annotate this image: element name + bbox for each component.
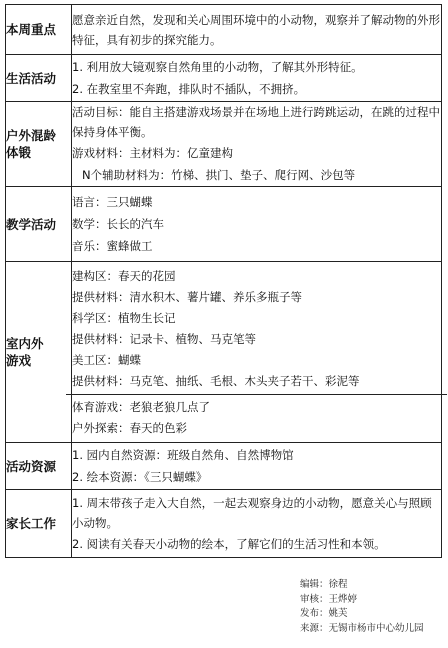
credit-publisher: 发布：姚芙 <box>300 608 348 619</box>
content-line: 建构区：春天的花园 <box>72 268 176 283</box>
credit-editor: 编辑：徐程 <box>300 579 348 590</box>
content-line: 户外探索：春天的色彩 <box>72 420 187 435</box>
row-teaching <box>6 187 442 262</box>
row-content-resources <box>72 443 442 490</box>
row-label-teaching: 教学活动 <box>6 187 72 262</box>
content-line: 2. 绘本资源：《三只蝴蝶》 <box>72 470 208 484</box>
weekly-plan-table <box>5 4 442 558</box>
row-label-parents: 家长工作 <box>6 490 72 558</box>
credit-reviewer: 审核：王烨婷 <box>300 593 358 605</box>
row-label-indoor-line2: 游戏 <box>6 353 32 368</box>
row-indoor <box>6 262 442 443</box>
content-line: N个辅助材料为：竹梯、拱门、垫子、爬行网、沙包等 <box>82 168 356 182</box>
row-outdoor <box>6 102 442 187</box>
content-line: 1. 周末带孩子走入大自然，一起去观察身边的小动物，愿意关心与照顾小动物。 <box>72 495 432 530</box>
row-label-focus: 本周重点 <box>6 5 72 55</box>
row-resources <box>6 443 442 490</box>
row-label-indoor <box>6 262 72 443</box>
row-label-outdoor-line2: 体锻 <box>6 145 32 160</box>
row-life <box>6 55 442 102</box>
credit-source: 来源：无锡市杨市中心幼儿园 <box>300 622 424 634</box>
indoor-sub-section <box>66 394 447 439</box>
row-content-parents <box>72 490 442 558</box>
content-line: 2. 在教室里不奔跑，排队时不插队，不拥挤。 <box>72 82 306 96</box>
row-parents <box>6 490 442 558</box>
row-focus <box>6 5 442 55</box>
row-content-life <box>72 55 442 102</box>
content-line: 美工区：蝴蝶 <box>72 352 141 367</box>
row-label-outdoor <box>6 102 72 187</box>
content-line: 提供材料：记录卡、植物、马克笔等 <box>72 331 256 346</box>
content-line: 2. 阅读有关春天小动物的绘本，了解它们的生活习性和本领。 <box>72 536 386 551</box>
row-content-outdoor <box>72 102 442 187</box>
content-line: 体育游戏：老狼老狼几点了 <box>72 399 210 414</box>
row-content-focus <box>72 5 442 55</box>
content-line: 游戏材料：主材料为：亿童建构 <box>72 146 233 160</box>
row-label-resources: 活动资源 <box>6 443 72 490</box>
content-line: 提供材料：马克笔、抽纸、毛根、木头夹子若干、彩泥等 <box>72 373 360 388</box>
content-line: 科学区：植物生长记 <box>72 310 176 325</box>
credits-footer <box>300 578 424 636</box>
row-content-indoor <box>72 262 442 443</box>
row-label-life: 生活活动 <box>6 55 72 102</box>
content-line: 1. 利用放大镜观察自然角里的小动物，了解其外形特征。 <box>72 60 363 74</box>
row-label-outdoor-line1: 户外混龄 <box>6 128 57 143</box>
content-line: 1. 园内自然资源：班级自然角、自然博物馆 <box>72 448 294 462</box>
content-line: 愿意亲近自然，发现和关心周围环境中的小动物，观察并了解动物的外形特征，具有初步的探究能力。 <box>72 12 440 47</box>
row-content-teaching <box>72 187 442 262</box>
content-line: 音乐：蜜蜂做工 <box>72 239 153 253</box>
content-line: 语言：三只蝴蝶 <box>72 195 153 209</box>
content-line: 数学：长长的汽车 <box>72 217 164 231</box>
content-line: 活动目标：能自主搭建游戏场景并在场地上进行跨跳运动，在跳的过程中保持身体平衡。 <box>72 105 440 139</box>
content-line: 提供材料：清水积木、薯片罐、养乐多瓶子等 <box>72 289 302 304</box>
row-label-indoor-line1: 室内外 <box>6 336 44 351</box>
